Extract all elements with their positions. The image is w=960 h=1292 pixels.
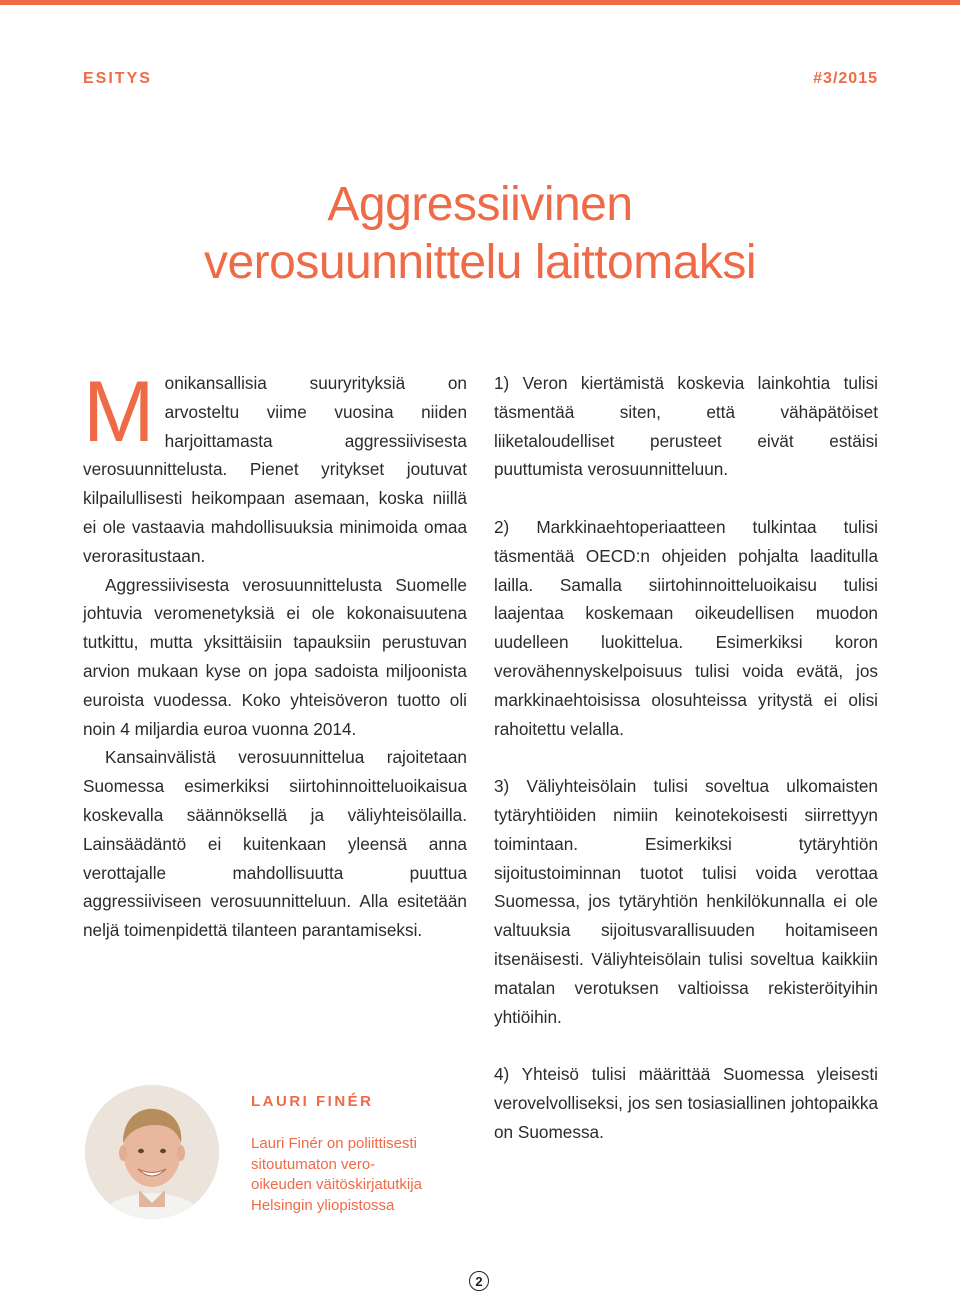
right-column: [494, 369, 878, 1175]
title-line-2: verosuunnittelu laittomaksi: [203, 236, 757, 289]
measure-item: 1) Veron kiertämistä koskevia lainkohtia tulisi täsmentää siten, että vähäpätöiset liiketaloudelliset perusteet eivät estäisi puuttumista verosuunnitteluun.: [494, 373, 878, 480]
issue-number: #3/2015: [813, 70, 878, 87]
measure-item: 3) Väliyhteisölain tulisi soveltua ulkomaisten tytäryhtiöiden nimiin keinotekoisesti siirrettyyn toimintaan. Esimerkiksi tytäryhtiön sijoitustoiminnan tuotot tulisi voida verottaa Suomessa, jos tytäryhtiön henkilökunnalla ei ole valtuuksia sijoitusvarallisuuden hoitamiseen itsenäisesti. Väliyhteisölain tulisi soveltua kaikkiin matalan verotuksen valtioissa rekisteröityihin yhtiöihin.: [494, 776, 878, 1027]
drop-cap: M: [83, 364, 155, 460]
author-name: LAURI FINÉR: [251, 1093, 374, 1110]
body-paragraph-3: Kansainvälistä verosuunnittelua rajoitetaan Suomessa esimerkiksi siirtohinnoitteluoikaisua koskevalla säännöksellä ja väliyhteisölailla. Lainsäädäntö ei kuitenkaan yleensä anna verottajalle mahdollisuutta puuttua aggressiiviseen verosuunnitteluun. Alla esitetään neljä toimenpidettä tilanteen parantamiseksi.: [83, 747, 467, 941]
intro-paragraph: [83, 364, 467, 571]
author-bio-line: Helsingin yliopistossa: [251, 1196, 395, 1214]
measure-item: 2) Markkinaehtoperiaatteen tulkintaa tulisi täsmentää OECD:n ohjeiden pohjalta laaditulla lailla. Samalla siirtohinnoitteluoikaisu tulisi laajentaa koskemaan oikeudellisen muodon uudelleen luokittelua. Esimerkiksi koron verovähennyskelpoisuus tulisi voida evätä, jos markkinaehtoisissa olosuhteissa yritystä ei olisi rahoitettu velalla.: [494, 516, 878, 739]
title-line-1: Aggressiivinen: [327, 178, 633, 231]
left-column: [83, 364, 467, 945]
section-label: ESITYS: [83, 70, 152, 87]
author-photo: [85, 1085, 219, 1219]
author-bio-line: Lauri Finér on poliittisesti: [251, 1135, 417, 1152]
article-title: [0, 176, 960, 292]
author-bio-line: sitoutumaton vero-: [251, 1155, 376, 1173]
measure-item: 4) Yhteisö tulisi määrittää Suomessa yleisesti verovelvolliseksi, jos sen tosiasiallinen johtopaikka on Suomessa.: [494, 1064, 878, 1142]
page-number: 2: [469, 1271, 489, 1291]
intro-text: onikansallisia suuryrityksiä on arvosteltu viime vuosina niiden harjoittamasta aggressiivisesta verosuunnittelusta. Pienet yritykset joutuvat kilpailullisesti heikompaan asemaan, koska niillä ei ole vastaavia mahdollisuuksia minimoida omaa verorasitustaan.: [83, 373, 467, 566]
body-paragraph-2: Aggressiivisesta verosuunnittelusta Suomelle johtuvia veromenetyksiä ei ole kokonaisuutena tutkittu, mutta yksittäisiin tapauksiin perustuvan arvion mukaan kyse on jopa sadoista miljoonista euroista vuodessa. Koko yhteisöveron tuotto oli noin 4 miljardia euroa vuonna 2014.: [83, 574, 467, 739]
author-bio: [251, 1134, 461, 1216]
author-portrait-icon: [85, 1085, 219, 1219]
author-bio-line: oikeuden väitöskirjatutkija: [251, 1176, 422, 1193]
top-accent-bar: [0, 0, 960, 5]
